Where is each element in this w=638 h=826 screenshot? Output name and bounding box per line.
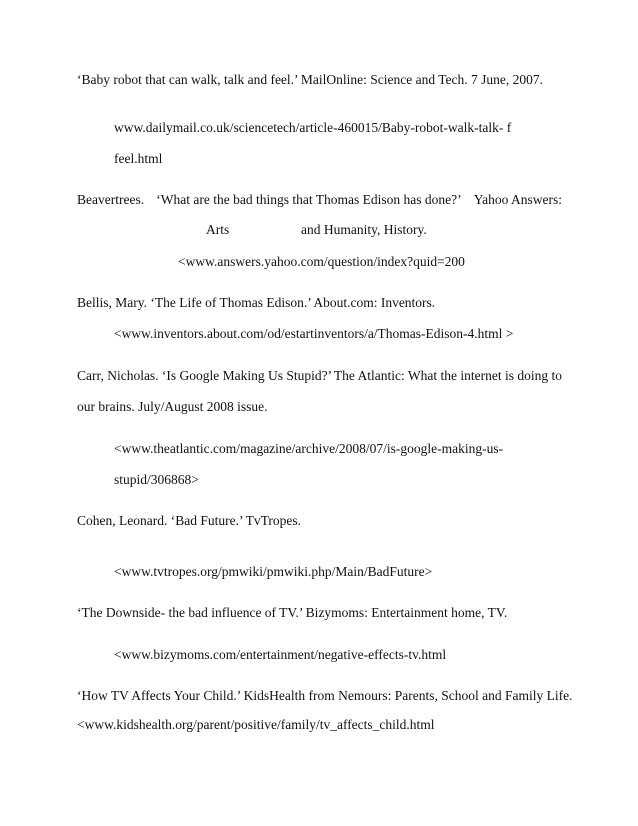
ref-carr-line4: stupid/306868>: [114, 472, 199, 487]
ref-beavertrees-line1: [77, 191, 562, 209]
ref-carr-source: The Atlantic: What the internet is doing to: [333, 368, 562, 383]
ref-downside-line1: ‘The Downside- the bad influence of TV.’ Bizymoms: Entertainment home, TV.: [77, 605, 508, 620]
ref-carr-line3: <www.theatlantic.com/magazine/archive/2008/07/is-google-making-us-: [114, 441, 504, 456]
ref-baby-robot-line2: www.dailymail.co.uk/sciencetech/article-460015/Baby-robot-walk-talk- f: [114, 120, 512, 135]
ref-baby-robot-line3: feel.html: [114, 151, 163, 166]
ref-carr-line2: our brains. July/August 2008 issue.: [77, 399, 268, 414]
ref-carr-line1: [77, 367, 562, 385]
ref-cohen-line2: <www.tvtropes.org/pmwiki/pmwiki.php/Main/BadFuture>: [114, 564, 433, 579]
ref-beavertrees-line2a: Arts: [206, 222, 230, 237]
ref-beavertrees-title: ‘What are the bad things that Thomas Edison has done?’: [156, 192, 462, 207]
ref-beavertrees-source: Yahoo Answers:: [473, 192, 562, 207]
ref-kidshealth-line1: ‘How TV Affects Your Child.’ KidsHealth from Nemours: Parents, School and Family Life.: [77, 688, 573, 703]
ref-kidshealth-line2: <www.kidshealth.org/parent/positive/family/tv_affects_child.html: [77, 717, 435, 732]
ref-bellis-line2: <www.inventors.about.com/od/estartinventors/a/Thomas-Edison-4.html >: [114, 326, 514, 341]
ref-carr-author-title: Carr, Nicholas. ‘Is Google Making Us Stupid?’: [77, 368, 333, 383]
ref-beavertrees-author: Beavertrees.: [77, 192, 145, 207]
ref-downside-line2: <www.bizymoms.com/entertainment/negative-effects-tv.html: [114, 647, 447, 662]
ref-bellis-line1: Bellis, Mary. ‘The Life of Thomas Edison.’ About.com: Inventors.: [77, 295, 436, 310]
ref-beavertrees-line3: <www.answers.yahoo.com/question/index?quid=200: [178, 254, 465, 269]
ref-baby-robot-line1: ‘Baby robot that can walk, talk and feel.’ MailOnline: Science and Tech. 7 June, 2007.: [77, 72, 544, 87]
ref-cohen-line1: Cohen, Leonard. ‘Bad Future.’ TvTropes.: [77, 513, 301, 528]
ref-beavertrees-line2b: and Humanity, History.: [301, 222, 427, 237]
